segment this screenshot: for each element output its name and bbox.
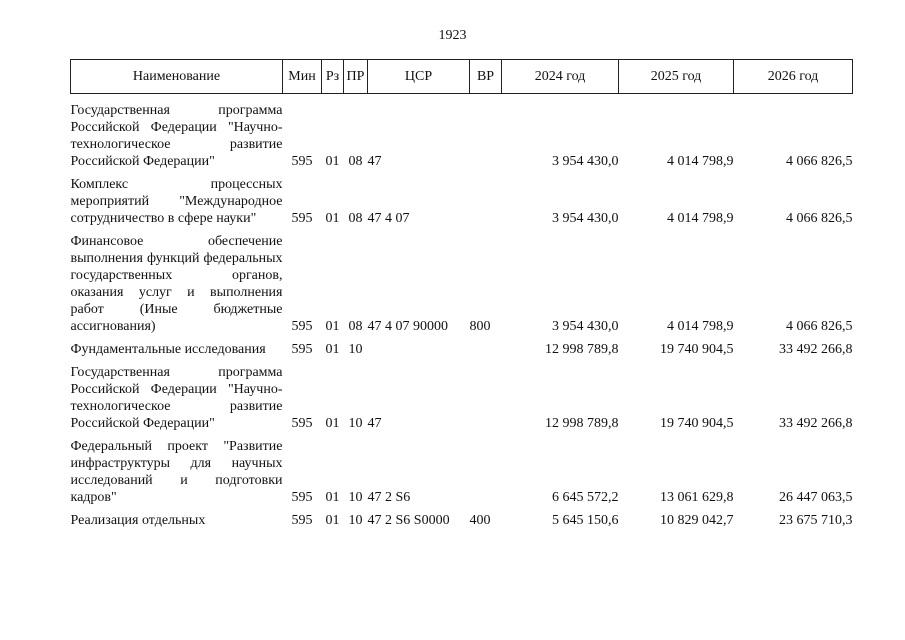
table-row <box>71 358 853 432</box>
row-pr: 10 <box>348 490 363 505</box>
row-csr: 47 2 S6 S0000 <box>367 513 450 528</box>
row-2025: 4 014 798,9 <box>667 154 734 169</box>
row-2026: 33 492 266,8 <box>779 342 853 357</box>
row-name: Финансовое обеспечение выполнения функций федеральных государственных органов, оказания услуг и выполнения работ (Иные бюджетные ассигнования) <box>70 234 283 334</box>
row-2024: 12 998 789,8 <box>545 342 619 357</box>
row-pr: 10 <box>348 342 363 357</box>
header-min: Мин <box>283 60 322 94</box>
table-row <box>71 94 853 171</box>
row-2026: 33 492 266,8 <box>779 416 853 431</box>
table-row <box>71 170 853 227</box>
header-2024: 2024 год <box>502 60 619 94</box>
row-pr: 10 <box>348 416 363 431</box>
row-2026: 4 066 826,5 <box>786 211 853 226</box>
header-2026: 2026 год <box>734 60 853 94</box>
row-pr: 08 <box>348 211 363 226</box>
row-csr: 47 <box>367 154 382 169</box>
row-vr <box>470 94 502 171</box>
row-min: 595 <box>291 416 313 431</box>
row-min: 595 <box>291 154 313 169</box>
header-rz: Рз <box>322 60 344 94</box>
row-pr: 10 <box>348 513 363 528</box>
row-name: Комплекс процессных мероприятий "Международное сотрудничество в сфере науки" <box>70 177 283 226</box>
row-min: 595 <box>291 490 313 505</box>
row-vr <box>470 358 502 432</box>
row-rz: 01 <box>325 211 340 226</box>
row-rz: 01 <box>325 490 340 505</box>
row-2024: 6 645 572,2 <box>552 490 619 505</box>
row-min: 595 <box>291 342 313 357</box>
page-number: 1923 <box>438 28 467 43</box>
row-vr: 800 <box>469 319 491 334</box>
row-csr: 47 4 07 <box>367 211 410 226</box>
row-rz: 01 <box>325 319 340 334</box>
table-header-row <box>71 60 853 94</box>
row-name: Реализация отдельных <box>70 513 206 528</box>
row-csr <box>368 335 470 358</box>
row-2025: 13 061 629,8 <box>660 490 734 505</box>
row-2025: 4 014 798,9 <box>667 211 734 226</box>
row-vr <box>470 170 502 227</box>
row-2026: 4 066 826,5 <box>786 154 853 169</box>
row-2024: 3 954 430,0 <box>552 319 619 334</box>
header-csr: ЦСР <box>368 60 470 94</box>
row-2025: 19 740 904,5 <box>660 342 734 357</box>
row-pr: 08 <box>348 319 363 334</box>
table-row <box>71 506 853 529</box>
row-pr: 08 <box>348 154 363 169</box>
row-rz: 01 <box>325 154 340 169</box>
table-row <box>71 227 853 335</box>
row-2024: 3 954 430,0 <box>552 211 619 226</box>
row-name: Федеральный проект "Развитие инфраструктуры для научных исследований и подготовки кадров" <box>70 439 283 505</box>
row-name: Государственная программа Российской Федерации "Научно-технологическое развитие Российской Федерации" <box>70 365 283 431</box>
row-vr <box>470 335 502 358</box>
row-name: Государственная программа Российской Федерации "Научно-технологическое развитие Российской Федерации" <box>70 103 283 169</box>
row-rz: 01 <box>325 342 340 357</box>
row-2024: 12 998 789,8 <box>545 416 619 431</box>
row-csr: 47 <box>367 416 382 431</box>
row-2026: 23 675 710,3 <box>779 513 853 528</box>
row-min: 595 <box>291 513 313 528</box>
row-min: 595 <box>291 319 313 334</box>
table-row <box>71 335 853 358</box>
row-min: 595 <box>291 211 313 226</box>
row-csr: 47 2 S6 <box>367 490 411 505</box>
row-rz: 01 <box>325 416 340 431</box>
table-row <box>71 432 853 506</box>
row-2025: 19 740 904,5 <box>660 416 734 431</box>
row-vr: 400 <box>469 513 491 528</box>
row-2024: 5 645 150,6 <box>552 513 619 528</box>
row-2026: 4 066 826,5 <box>786 319 853 334</box>
row-csr: 47 4 07 90000 <box>367 319 448 334</box>
row-2024: 3 954 430,0 <box>552 154 619 169</box>
header-vr: ВР <box>470 60 502 94</box>
row-name: Фундаментальные исследования <box>70 342 266 357</box>
row-rz: 01 <box>325 513 340 528</box>
row-2025: 10 829 042,7 <box>660 513 734 528</box>
budget-table <box>70 59 853 529</box>
header-name: Наименование <box>71 60 283 94</box>
header-2025: 2025 год <box>619 60 734 94</box>
row-2026: 26 447 063,5 <box>779 490 853 505</box>
row-2025: 4 014 798,9 <box>667 319 734 334</box>
row-vr <box>470 432 502 506</box>
header-pr: ПР <box>344 60 368 94</box>
